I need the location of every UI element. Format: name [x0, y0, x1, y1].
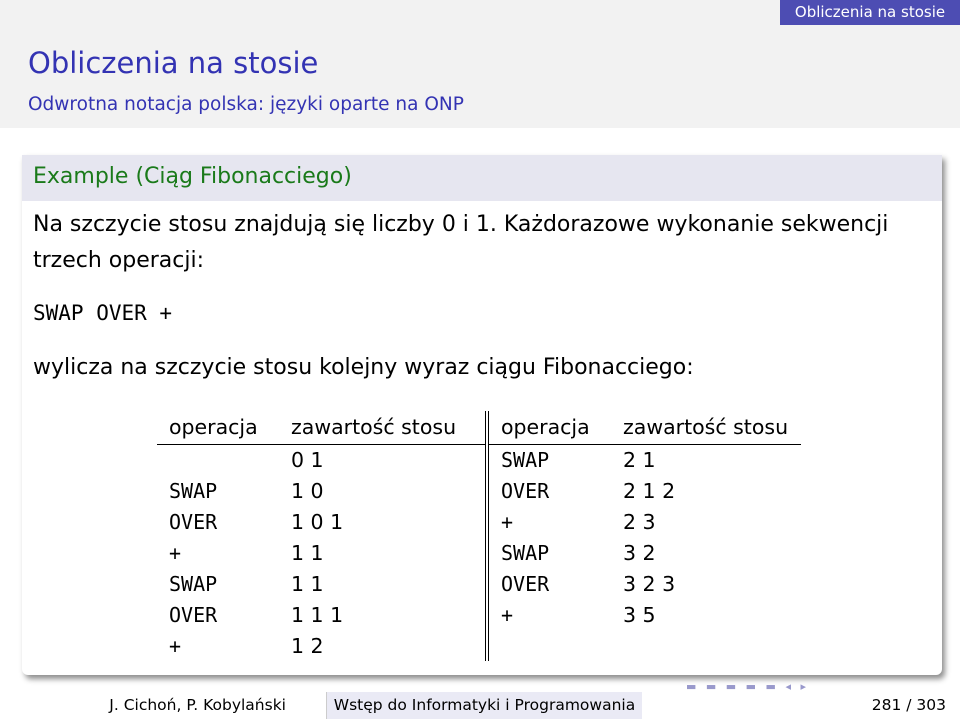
footer-course: Wstęp do Informatyki i Programowania — [326, 692, 642, 719]
operation-cell: SWAP — [169, 478, 218, 503]
operation-cell: + — [169, 540, 182, 565]
table-header-row — [157, 411, 801, 444]
table-row — [157, 444, 801, 475]
operation-cell: OVER — [169, 509, 218, 534]
header-stack: zawartość stosu — [611, 411, 801, 444]
stack-cell: 2 1 2 — [623, 478, 676, 503]
header-operation: operacja — [487, 411, 611, 444]
operation-cell — [487, 630, 611, 661]
stack-cell: 0 1 — [279, 444, 487, 475]
operation-sequence: SWAP OVER + — [33, 301, 173, 325]
operation-cell — [157, 444, 279, 475]
navigation-symbols[interactable]: ▬ ▬ ▬ ▬ ▬ ◂ ▸ — [686, 680, 809, 693]
stack-cell: 3 2 — [623, 540, 656, 565]
footer-page-number: 281 / 303 — [871, 696, 946, 714]
stack-cell: 1 2 — [279, 630, 487, 661]
stack-cell: 1 1 1 — [279, 599, 487, 630]
footer-authors: J. Cichoń, P. Kobylański — [0, 692, 326, 719]
stack-cell: 2 1 — [623, 447, 656, 472]
stack-cell: 1 1 — [279, 537, 487, 568]
table-row — [157, 630, 801, 661]
page-title: Obliczenia na stosie — [28, 46, 319, 80]
page-subtitle: Odwrotna notacja polska: języki oparte na ONP — [28, 94, 464, 115]
stack-cell: 1 0 1 — [279, 506, 487, 537]
operation-cell: SWAP — [169, 571, 218, 596]
stack-cell: 2 3 — [623, 509, 656, 534]
stack-cell: 3 5 — [623, 602, 656, 627]
table-row — [157, 537, 801, 568]
operation-cell: + — [501, 602, 514, 627]
fibonacci-table — [157, 411, 801, 661]
stack-cell: 3 2 3 — [623, 571, 676, 596]
stack-cell: 1 1 — [279, 568, 487, 599]
table-row — [157, 475, 801, 506]
operation-cell: OVER — [169, 602, 218, 627]
stack-cell: 1 0 — [279, 475, 487, 506]
stack-cell — [611, 630, 801, 661]
operation-cell: + — [501, 509, 514, 534]
example-intro: Na szczycie stosu znajdują się liczby 0 i 1. Każdorazowe wykonanie sekwencji trzech operacji: — [33, 212, 889, 273]
header-stack: zawartość stosu — [279, 411, 487, 444]
example-outro: wylicza na szczycie stosu kolejny wyraz ciągu Fibonacciego: — [33, 355, 694, 380]
example-block — [22, 155, 942, 675]
operation-cell: + — [169, 633, 182, 658]
table-row — [157, 506, 801, 537]
table-row — [157, 599, 801, 630]
table-row — [157, 568, 801, 599]
footer — [0, 692, 960, 719]
example-title: Example (Ciąg Fibonacciego) — [22, 155, 942, 201]
operation-cell: SWAP — [501, 447, 550, 472]
operation-cell: OVER — [501, 571, 550, 596]
section-label: Obliczenia na stosie — [780, 0, 960, 25]
operation-cell: SWAP — [501, 540, 550, 565]
operation-cell: OVER — [501, 478, 550, 503]
header-operation: operacja — [157, 411, 279, 444]
